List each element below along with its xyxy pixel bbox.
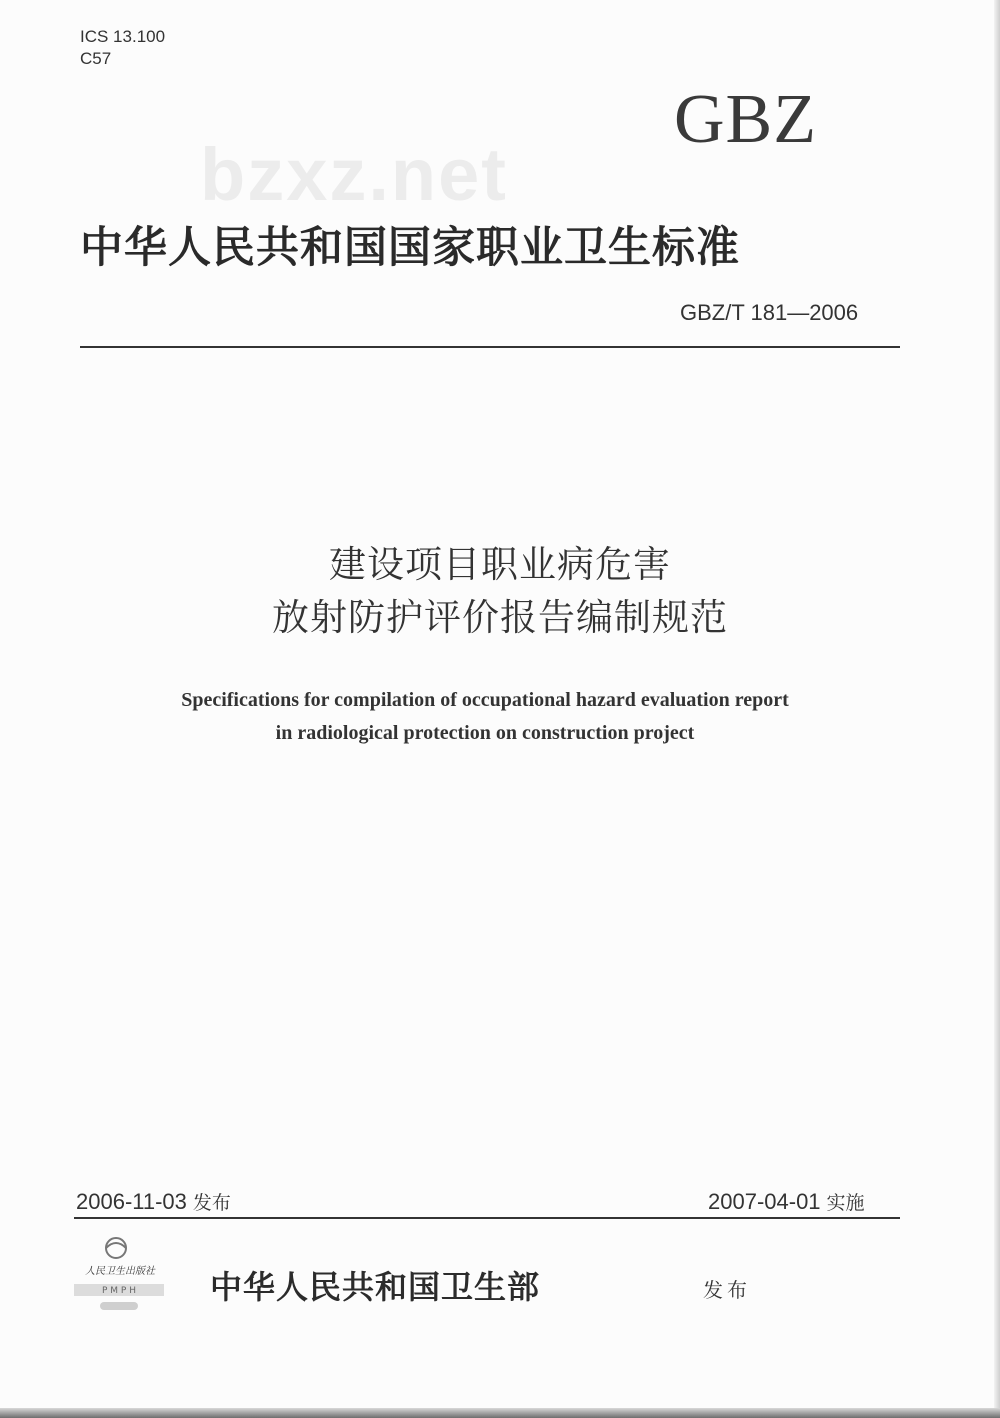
effective-label: 实施 (826, 1192, 865, 1214)
category-code: C57 (80, 49, 112, 68)
english-title-line-1: Specifications for compilation of occupational hazard evaluation report (181, 689, 789, 711)
chinese-title-line-2: 放射防护评价报告编制规范 (272, 596, 728, 639)
top-divider (80, 346, 900, 348)
page-edge-bottom (0, 1408, 1000, 1418)
english-title (0, 684, 970, 750)
issuer-suffix: 发布 (703, 1278, 751, 1302)
gbz-logo: GBZ (674, 81, 817, 158)
standard-number: GBZ/T 181—2006 (680, 300, 859, 325)
issuing-authority: 中华人民共和国卫生部 (210, 1268, 541, 1306)
publisher-logo-icon (70, 1234, 170, 1314)
watermark-text: bzxz.net (200, 133, 508, 216)
bottom-divider (74, 1217, 900, 1219)
issue-label: 发布 (192, 1192, 231, 1214)
chinese-title (0, 538, 1000, 644)
classification-codes (80, 26, 165, 70)
issue-date-block (76, 1188, 231, 1215)
chinese-title-line-1: 建设项目职业病危害 (329, 543, 671, 586)
english-title-line-2: in radiological protection on construction project (275, 722, 695, 744)
effective-date-block (708, 1188, 865, 1215)
issue-date: 2006-11-03 (76, 1189, 187, 1214)
effective-date: 2007-04-01 (708, 1189, 821, 1214)
publisher-logo-letters: P M P H (102, 1286, 136, 1296)
publisher-logo-name: 人民卫生出版社 (85, 1266, 155, 1277)
page-edge-right (994, 0, 1000, 1418)
ics-code: ICS 13.100 (80, 27, 166, 46)
national-standard-title: 中华人民共和国国家职业卫生标准 (80, 223, 740, 273)
